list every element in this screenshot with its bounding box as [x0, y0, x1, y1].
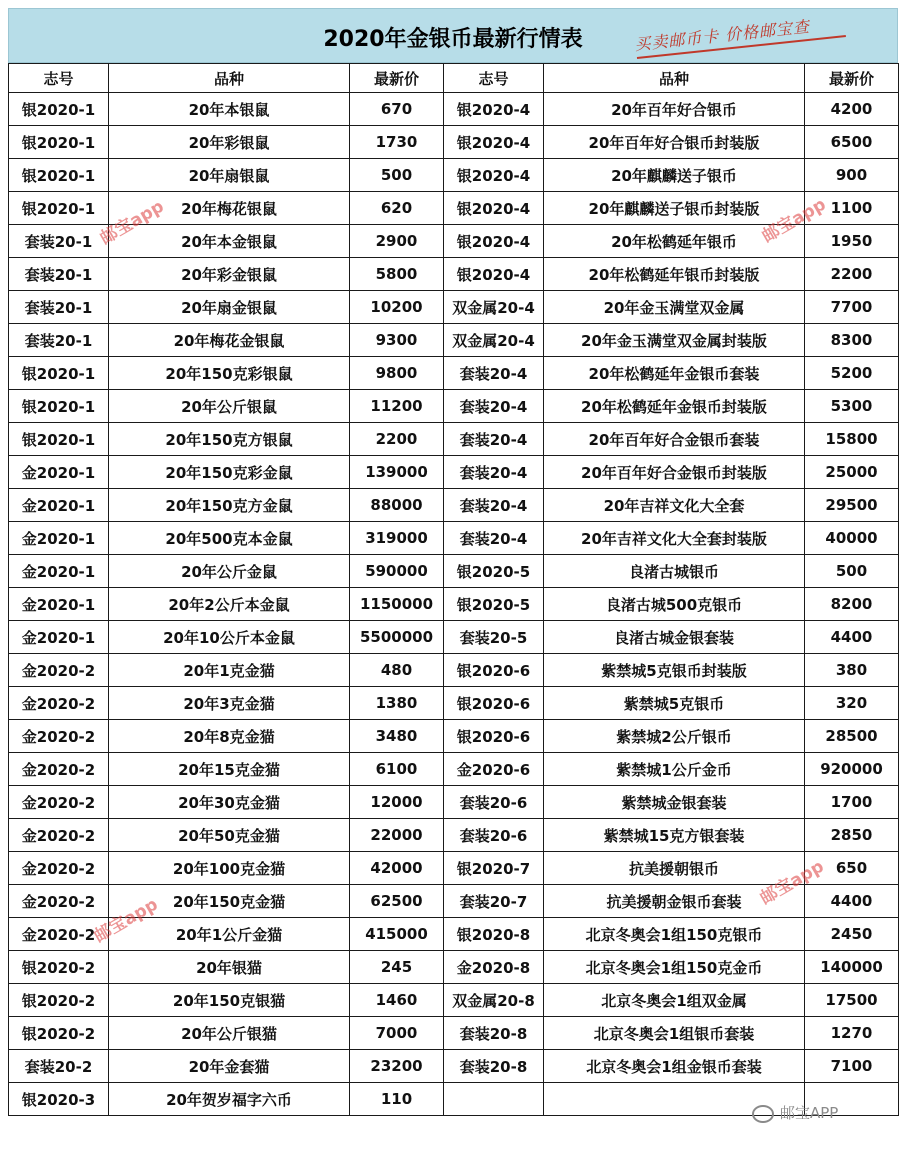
- price-cell: 590000: [350, 555, 444, 588]
- watermark: 邮宝app: [90, 894, 162, 947]
- code-cell: 银2020-1: [9, 192, 109, 225]
- item-cell: 20年百年好合银币封装版: [544, 126, 805, 159]
- code-cell: 银2020-1: [9, 126, 109, 159]
- item-cell: 20年扇金银鼠: [109, 291, 350, 324]
- item-cell: 北京冬奥会1组150克金币: [544, 951, 805, 984]
- code-cell: 银2020-1: [9, 423, 109, 456]
- watermark: 邮宝app: [758, 194, 830, 247]
- table-row: [9, 258, 899, 291]
- code-cell: 银2020-4: [444, 258, 544, 291]
- price-cell: 110: [350, 1083, 444, 1116]
- watermark: 邮宝app: [756, 856, 828, 909]
- table-row: [9, 819, 899, 852]
- price-cell: 2200: [350, 423, 444, 456]
- item-cell: 20年150克彩银鼠: [109, 357, 350, 390]
- price-cell: 5800: [350, 258, 444, 291]
- price-cell: 62500: [350, 885, 444, 918]
- item-cell: 良渚古城500克银币: [544, 588, 805, 621]
- table-header-row: [9, 64, 899, 93]
- price-cell: 5500000: [350, 621, 444, 654]
- code-cell: 套装20-4: [444, 522, 544, 555]
- code-cell: 金2020-1: [9, 489, 109, 522]
- item-cell: 20年麒麟送子银币: [544, 159, 805, 192]
- item-cell: 20年50克金猫: [109, 819, 350, 852]
- code-cell: 套装20-6: [444, 786, 544, 819]
- wechat-icon: [752, 1105, 774, 1123]
- code-cell: 双金属20-8: [444, 984, 544, 1017]
- item-cell: 20年公斤金鼠: [109, 555, 350, 588]
- item-cell: 20年公斤银猫: [109, 1017, 350, 1050]
- price-cell: 8200: [805, 588, 899, 621]
- table-row: [9, 1017, 899, 1050]
- price-cell: 2900: [350, 225, 444, 258]
- col-header-item: 品种: [544, 64, 805, 93]
- price-cell: 4200: [805, 93, 899, 126]
- price-cell: 10200: [350, 291, 444, 324]
- code-cell: [444, 1083, 544, 1116]
- item-cell: 20年150克方银鼠: [109, 423, 350, 456]
- code-cell: 金2020-1: [9, 522, 109, 555]
- price-cell: 23200: [350, 1050, 444, 1083]
- item-cell: 20年梅花银鼠: [109, 192, 350, 225]
- item-cell: 20年150克方金鼠: [109, 489, 350, 522]
- price-cell: 28500: [805, 720, 899, 753]
- item-cell: 20年彩金银鼠: [109, 258, 350, 291]
- item-cell: 良渚古城银币: [544, 555, 805, 588]
- code-cell: 金2020-2: [9, 819, 109, 852]
- price-cell: 319000: [350, 522, 444, 555]
- col-header-price: 最新价: [350, 64, 444, 93]
- item-cell: 北京冬奥会1组金银币套装: [544, 1050, 805, 1083]
- item-cell: 紫禁城15克方银套装: [544, 819, 805, 852]
- price-cell: 8300: [805, 324, 899, 357]
- item-cell: 紫禁城1公斤金币: [544, 753, 805, 786]
- price-cell: 2850: [805, 819, 899, 852]
- item-cell: 20年松鹤延年银币: [544, 225, 805, 258]
- price-cell: 480: [350, 654, 444, 687]
- code-cell: 双金属20-4: [444, 324, 544, 357]
- table-row: [9, 225, 899, 258]
- item-cell: 20年吉祥文化大全套封装版: [544, 522, 805, 555]
- code-cell: 银2020-2: [9, 1017, 109, 1050]
- col-header-price: 最新价: [805, 64, 899, 93]
- item-cell: 抗美援朝金银币套装: [544, 885, 805, 918]
- item-cell: 20年百年好合金银币套装: [544, 423, 805, 456]
- footer-label: 邮宝APP: [780, 1104, 839, 1122]
- code-cell: 银2020-2: [9, 984, 109, 1017]
- table-row: [9, 456, 899, 489]
- code-cell: 套装20-4: [444, 390, 544, 423]
- code-cell: 银2020-5: [444, 588, 544, 621]
- item-cell: 20年3克金猫: [109, 687, 350, 720]
- price-cell: 40000: [805, 522, 899, 555]
- code-cell: 银2020-1: [9, 357, 109, 390]
- table-row: [9, 918, 899, 951]
- item-cell: 北京冬奥会1组150克银币: [544, 918, 805, 951]
- item-cell: 20年150克金猫: [109, 885, 350, 918]
- table-row: [9, 324, 899, 357]
- item-cell: 20年彩银鼠: [109, 126, 350, 159]
- code-cell: 套装20-6: [444, 819, 544, 852]
- item-cell: 20年本银鼠: [109, 93, 350, 126]
- code-cell: 金2020-8: [444, 951, 544, 984]
- table-row: [9, 489, 899, 522]
- item-cell: 20年1克金猫: [109, 654, 350, 687]
- code-cell: 套装20-8: [444, 1050, 544, 1083]
- title-bar: [8, 8, 898, 63]
- table-row: [9, 555, 899, 588]
- item-cell: 良渚古城金银套装: [544, 621, 805, 654]
- item-cell: 20年松鹤延年金银币封装版: [544, 390, 805, 423]
- code-cell: 套装20-1: [9, 225, 109, 258]
- table-row: [9, 522, 899, 555]
- item-cell: 20年百年好合金银币封装版: [544, 456, 805, 489]
- item-cell: 20年金玉满堂双金属: [544, 291, 805, 324]
- item-cell: 20年150克银猫: [109, 984, 350, 1017]
- price-cell: 4400: [805, 621, 899, 654]
- code-cell: 银2020-1: [9, 93, 109, 126]
- price-cell: 650: [805, 852, 899, 885]
- table-row: [9, 852, 899, 885]
- code-cell: 银2020-4: [444, 225, 544, 258]
- price-cell: 22000: [350, 819, 444, 852]
- code-cell: 银2020-8: [444, 918, 544, 951]
- table-body: [9, 93, 899, 1116]
- code-cell: 套装20-4: [444, 489, 544, 522]
- item-cell: 20年30克金猫: [109, 786, 350, 819]
- price-cell: 2450: [805, 918, 899, 951]
- price-table: [8, 63, 899, 1116]
- price-cell: 1730: [350, 126, 444, 159]
- price-cell: 7100: [805, 1050, 899, 1083]
- code-cell: 银2020-4: [444, 93, 544, 126]
- item-cell: 20年10公斤本金鼠: [109, 621, 350, 654]
- item-cell: 20年150克彩金鼠: [109, 456, 350, 489]
- code-cell: 银2020-4: [444, 192, 544, 225]
- code-cell: 金2020-1: [9, 621, 109, 654]
- price-cell: 620: [350, 192, 444, 225]
- code-cell: 套装20-7: [444, 885, 544, 918]
- price-cell: 3480: [350, 720, 444, 753]
- table-row: [9, 720, 899, 753]
- price-cell: 1950: [805, 225, 899, 258]
- code-cell: 银2020-6: [444, 687, 544, 720]
- code-cell: 金2020-6: [444, 753, 544, 786]
- item-cell: 紫禁城金银套装: [544, 786, 805, 819]
- item-cell: 20年1公斤金猫: [109, 918, 350, 951]
- price-cell: 7000: [350, 1017, 444, 1050]
- price-cell: 1380: [350, 687, 444, 720]
- code-cell: 金2020-2: [9, 918, 109, 951]
- price-cell: 415000: [350, 918, 444, 951]
- code-cell: 金2020-2: [9, 753, 109, 786]
- code-cell: 银2020-7: [444, 852, 544, 885]
- code-cell: 金2020-2: [9, 654, 109, 687]
- price-cell: 15800: [805, 423, 899, 456]
- table-row: [9, 93, 899, 126]
- item-cell: 20年扇银鼠: [109, 159, 350, 192]
- code-cell: 银2020-6: [444, 720, 544, 753]
- price-cell: 1700: [805, 786, 899, 819]
- code-cell: 银2020-6: [444, 654, 544, 687]
- item-cell: 20年本金银鼠: [109, 225, 350, 258]
- price-cell: 500: [350, 159, 444, 192]
- item-cell: 20年贺岁福字六币: [109, 1083, 350, 1116]
- code-cell: 银2020-1: [9, 390, 109, 423]
- price-cell: 2200: [805, 258, 899, 291]
- watermark: 邮宝app: [96, 196, 168, 249]
- code-cell: 银2020-3: [9, 1083, 109, 1116]
- code-cell: 银2020-2: [9, 951, 109, 984]
- code-cell: 套装20-1: [9, 291, 109, 324]
- price-cell: 5200: [805, 357, 899, 390]
- price-cell: 139000: [350, 456, 444, 489]
- col-header-item: 品种: [109, 64, 350, 93]
- item-cell: 紫禁城5克银币封装版: [544, 654, 805, 687]
- price-cell: 320: [805, 687, 899, 720]
- price-cell: 88000: [350, 489, 444, 522]
- item-cell: 20年梅花金银鼠: [109, 324, 350, 357]
- promo-stamp: 买卖邮币卡 价格邮宝查: [633, 16, 811, 55]
- table-row: [9, 423, 899, 456]
- footer-brand: [752, 1102, 838, 1123]
- code-cell: 金2020-2: [9, 786, 109, 819]
- col-header-code: 志号: [9, 64, 109, 93]
- item-cell: 20年500克本金鼠: [109, 522, 350, 555]
- code-cell: 套装20-1: [9, 258, 109, 291]
- table-row: [9, 1050, 899, 1083]
- price-sheet: [8, 8, 898, 1148]
- item-cell: 20年银猫: [109, 951, 350, 984]
- price-cell: 920000: [805, 753, 899, 786]
- table-row: [9, 588, 899, 621]
- table-row: [9, 357, 899, 390]
- item-cell: 20年百年好合银币: [544, 93, 805, 126]
- item-cell: 20年松鹤延年金银币套装: [544, 357, 805, 390]
- table-row: [9, 654, 899, 687]
- price-cell: 1270: [805, 1017, 899, 1050]
- code-cell: 套装20-1: [9, 324, 109, 357]
- code-cell: 金2020-2: [9, 885, 109, 918]
- table-row: [9, 291, 899, 324]
- code-cell: 套装20-4: [444, 357, 544, 390]
- price-cell: 5300: [805, 390, 899, 423]
- price-cell: 7700: [805, 291, 899, 324]
- page-title: 2020年金银币最新行情表: [323, 27, 583, 52]
- price-cell: 500: [805, 555, 899, 588]
- item-cell: 北京冬奥会1组银币套装: [544, 1017, 805, 1050]
- price-cell: 42000: [350, 852, 444, 885]
- price-cell: 6100: [350, 753, 444, 786]
- code-cell: 套装20-8: [444, 1017, 544, 1050]
- price-cell: 25000: [805, 456, 899, 489]
- item-cell: 20年吉祥文化大全套: [544, 489, 805, 522]
- price-cell: 245: [350, 951, 444, 984]
- table-row: [9, 984, 899, 1017]
- item-cell: 20年15克金猫: [109, 753, 350, 786]
- table-row: [9, 687, 899, 720]
- table-row: [9, 951, 899, 984]
- price-cell: 11200: [350, 390, 444, 423]
- code-cell: 金2020-1: [9, 456, 109, 489]
- table-row: [9, 753, 899, 786]
- item-cell: 20年2公斤本金鼠: [109, 588, 350, 621]
- code-cell: 套装20-4: [444, 456, 544, 489]
- price-cell: 17500: [805, 984, 899, 1017]
- code-cell: 银2020-5: [444, 555, 544, 588]
- item-cell: 20年公斤银鼠: [109, 390, 350, 423]
- table-row: [9, 390, 899, 423]
- code-cell: 银2020-1: [9, 159, 109, 192]
- col-header-code: 志号: [444, 64, 544, 93]
- table-row: [9, 621, 899, 654]
- price-cell: 900: [805, 159, 899, 192]
- table-row: [9, 159, 899, 192]
- code-cell: 金2020-2: [9, 687, 109, 720]
- table-row: [9, 786, 899, 819]
- price-cell: 140000: [805, 951, 899, 984]
- item-cell: 20年8克金猫: [109, 720, 350, 753]
- price-cell: 670: [350, 93, 444, 126]
- price-cell: 9800: [350, 357, 444, 390]
- price-cell: 1150000: [350, 588, 444, 621]
- code-cell: 双金属20-4: [444, 291, 544, 324]
- item-cell: 紫禁城5克银币: [544, 687, 805, 720]
- code-cell: 金2020-2: [9, 720, 109, 753]
- code-cell: 金2020-1: [9, 555, 109, 588]
- price-cell: 12000: [350, 786, 444, 819]
- code-cell: 银2020-4: [444, 159, 544, 192]
- item-cell: 20年麒麟送子银币封装版: [544, 192, 805, 225]
- price-cell: 9300: [350, 324, 444, 357]
- item-cell: 20年松鹤延年银币封装版: [544, 258, 805, 291]
- price-cell: 29500: [805, 489, 899, 522]
- table-row: [9, 885, 899, 918]
- price-cell: 1460: [350, 984, 444, 1017]
- code-cell: 套装20-5: [444, 621, 544, 654]
- price-cell: 1100: [805, 192, 899, 225]
- code-cell: 套装20-4: [444, 423, 544, 456]
- code-cell: 金2020-1: [9, 588, 109, 621]
- table-row: [9, 126, 899, 159]
- item-cell: 20年100克金猫: [109, 852, 350, 885]
- code-cell: 套装20-2: [9, 1050, 109, 1083]
- item-cell: 紫禁城2公斤银币: [544, 720, 805, 753]
- code-cell: 银2020-4: [444, 126, 544, 159]
- price-cell: 4400: [805, 885, 899, 918]
- code-cell: 金2020-2: [9, 852, 109, 885]
- price-cell: 380: [805, 654, 899, 687]
- item-cell: 北京冬奥会1组双金属: [544, 984, 805, 1017]
- table-row: [9, 192, 899, 225]
- item-cell: 抗美援朝银币: [544, 852, 805, 885]
- item-cell: 20年金玉满堂双金属封装版: [544, 324, 805, 357]
- price-cell: 6500: [805, 126, 899, 159]
- item-cell: 20年金套猫: [109, 1050, 350, 1083]
